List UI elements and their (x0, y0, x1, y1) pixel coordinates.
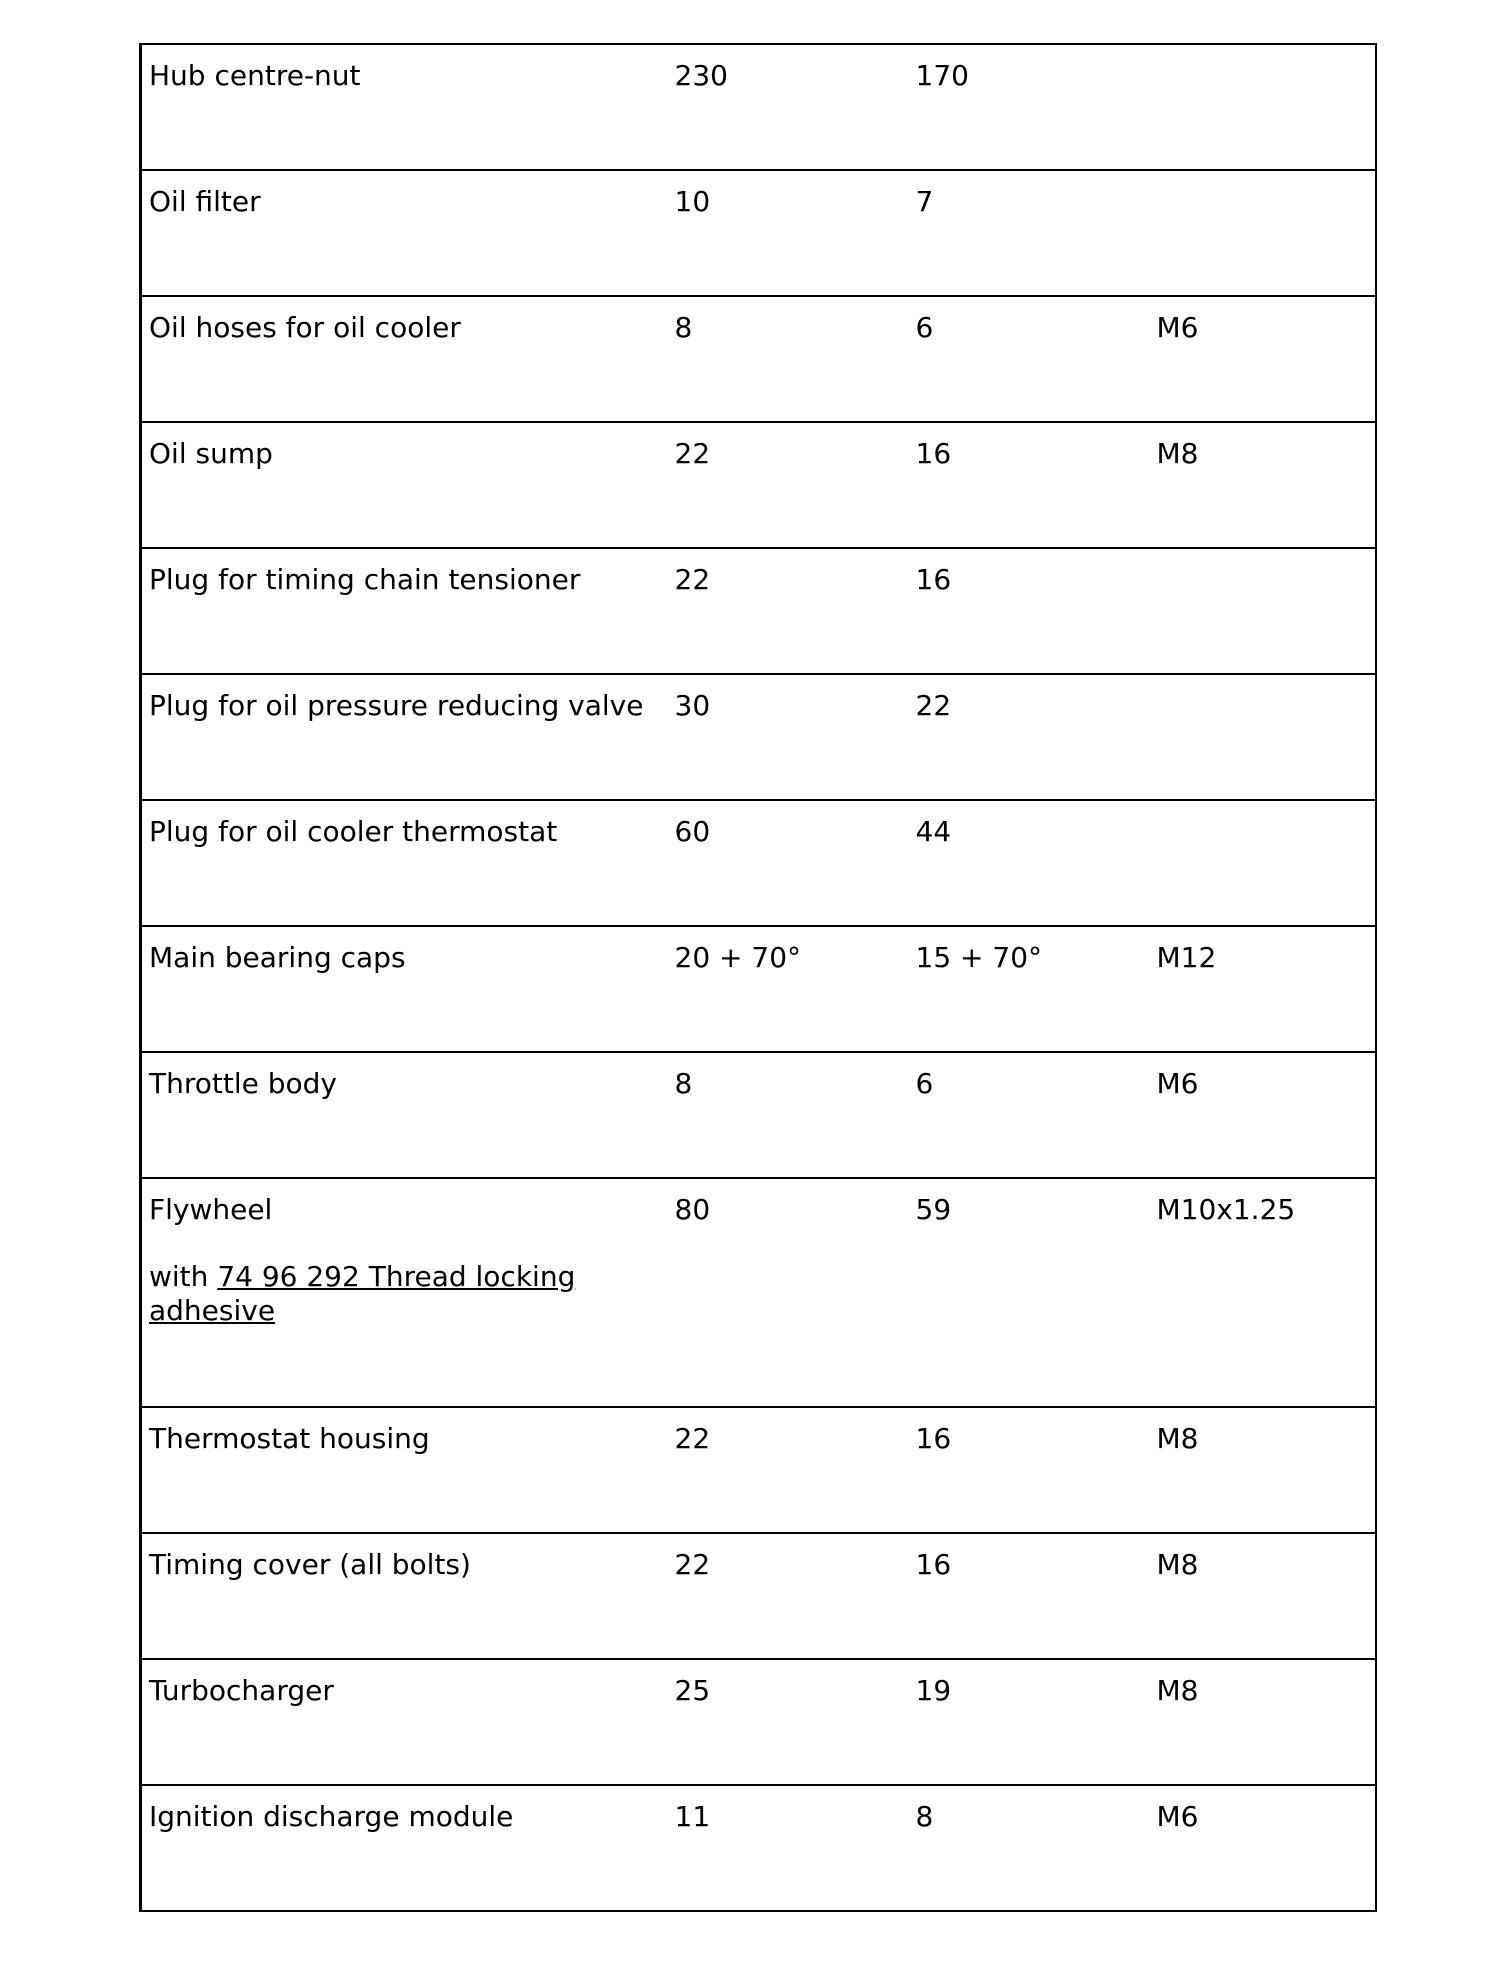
torque-lbf-cell: 15 + 70° (909, 926, 1150, 1052)
table-row (141, 1178, 1376, 1407)
torque-lbf-cell: 16 (909, 422, 1150, 548)
component-cell: Plug for timing chain tensioner (141, 548, 668, 674)
component-cell (141, 1178, 668, 1407)
torque-nm-cell: 80 (668, 1178, 909, 1407)
torque-lbf-cell: 7 (909, 170, 1150, 296)
torque-nm-cell: 22 (668, 1533, 909, 1659)
torque-nm-cell: 10 (668, 170, 909, 296)
torque-lbf-cell: 22 (909, 674, 1150, 800)
torque-lbf-cell: 16 (909, 1533, 1150, 1659)
component-cell: Oil filter (141, 170, 668, 296)
thread-size-cell (1150, 674, 1376, 800)
component-cell: Throttle body (141, 1052, 668, 1178)
thread-size-cell: M12 (1150, 926, 1376, 1052)
thread-size-cell: M8 (1150, 422, 1376, 548)
torque-nm-cell: 22 (668, 1407, 909, 1533)
component-cell: Plug for oil cooler thermostat (141, 800, 668, 926)
thread-size-cell: M6 (1150, 1052, 1376, 1178)
table-row (141, 422, 1376, 548)
component-note (149, 1260, 668, 1328)
torque-lbf-cell: 8 (909, 1785, 1150, 1911)
torque-lbf-cell: 59 (909, 1178, 1150, 1407)
table-row (141, 548, 1376, 674)
thread-size-cell (1150, 44, 1376, 170)
thread-size-cell: M10x1.25 (1150, 1178, 1376, 1407)
torque-nm-cell: 30 (668, 674, 909, 800)
torque-lbf-cell: 16 (909, 1407, 1150, 1533)
torque-nm-cell: 60 (668, 800, 909, 926)
torque-lbf-cell: 6 (909, 1052, 1150, 1178)
table-row (141, 800, 1376, 926)
torque-lbf-cell: 16 (909, 548, 1150, 674)
table-row (141, 1407, 1376, 1533)
component-label: Flywheel (149, 1193, 273, 1226)
table-row (141, 1533, 1376, 1659)
thread-size-cell: M6 (1150, 1785, 1376, 1911)
table-row (141, 44, 1376, 170)
thread-size-cell (1150, 800, 1376, 926)
torque-nm-cell: 22 (668, 548, 909, 674)
component-cell: Oil hoses for oil cooler (141, 296, 668, 422)
torque-lbf-cell: 6 (909, 296, 1150, 422)
torque-nm-cell: 8 (668, 1052, 909, 1178)
table-row (141, 1052, 1376, 1178)
component-cell: Timing cover (all bolts) (141, 1533, 668, 1659)
torque-lbf-cell: 19 (909, 1659, 1150, 1785)
note-prefix: with (149, 1260, 218, 1293)
torque-nm-cell: 8 (668, 296, 909, 422)
thread-size-cell: M8 (1150, 1407, 1376, 1533)
table-row (141, 1659, 1376, 1785)
torque-nm-cell: 11 (668, 1785, 909, 1911)
torque-nm-cell: 22 (668, 422, 909, 548)
table-row (141, 674, 1376, 800)
thread-size-cell (1150, 548, 1376, 674)
thread-size-cell: M8 (1150, 1659, 1376, 1785)
table-row (141, 170, 1376, 296)
component-cell: Main bearing caps (141, 926, 668, 1052)
thread-size-cell: M8 (1150, 1533, 1376, 1659)
component-cell: Hub centre-nut (141, 44, 668, 170)
torque-lbf-cell: 170 (909, 44, 1150, 170)
thread-locking-adhesive-link[interactable]: 74 96 292 Thread locking adhesive (149, 1260, 576, 1327)
table-row (141, 296, 1376, 422)
component-cell: Turbocharger (141, 1659, 668, 1785)
thread-size-cell: M6 (1150, 296, 1376, 422)
torque-nm-cell: 20 + 70° (668, 926, 909, 1052)
torque-lbf-cell: 44 (909, 800, 1150, 926)
component-cell: Thermostat housing (141, 1407, 668, 1533)
torque-nm-cell: 230 (668, 44, 909, 170)
component-cell: Ignition discharge module (141, 1785, 668, 1911)
component-cell: Oil sump (141, 422, 668, 548)
component-cell: Plug for oil pressure reducing valve (141, 674, 668, 800)
table-row (141, 1785, 1376, 1911)
torque-specification-table (139, 43, 1377, 1912)
thread-size-cell (1150, 170, 1376, 296)
torque-nm-cell: 25 (668, 1659, 909, 1785)
table-row (141, 926, 1376, 1052)
